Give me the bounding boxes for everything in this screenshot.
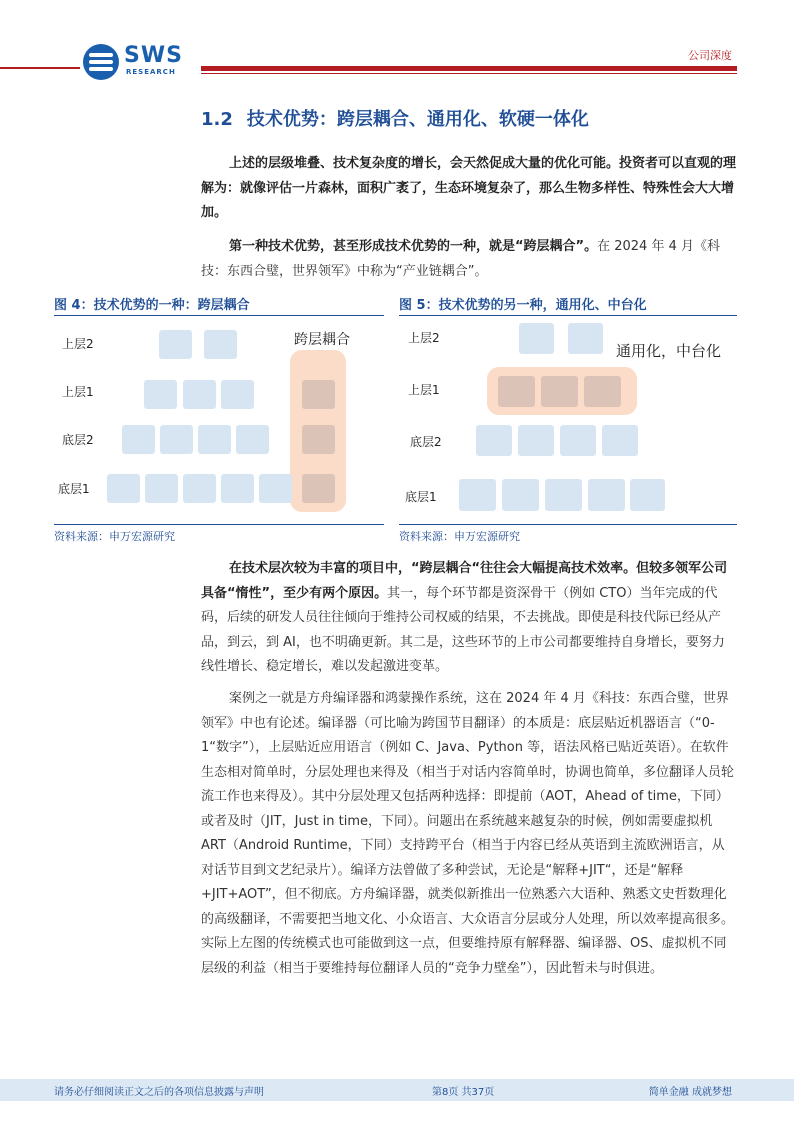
- figure-4-source: 资料来源：申万宏源研究: [54, 530, 175, 543]
- fig4-block-highlighted: [302, 425, 335, 454]
- footer-page-number: 第8页 共37页: [432, 1087, 495, 1098]
- fig5-block: [519, 323, 554, 354]
- section-number: 1.2: [201, 109, 233, 130]
- fig4-block: [183, 474, 216, 503]
- fig4-highlight-label: 跨层耦合: [294, 332, 350, 348]
- fig4-block: [144, 380, 177, 409]
- paragraph-1-text: 上述的层级堆叠、技术复杂度的增长，会天然促成大量的优化可能。投资者可以直观的理解为：就像评估一片森林，面积广袤了，生态环境复杂了，那么生物多样性、特殊性会大大增加。: [201, 156, 737, 220]
- fig5-layer-label: 底层2: [410, 435, 442, 449]
- paragraph-3-bold: 在技术层次较为丰富的项目中，“跨层耦合“往往会大幅提高技术效率。但较多领军公司具备“惰性”，至少有两个原因。: [201, 561, 728, 601]
- fig4-block: [160, 425, 193, 454]
- figure-4-bottom-rule: [54, 524, 384, 525]
- fig5-layer-label: 底层1: [405, 490, 437, 504]
- section-title: 技术优势：跨层耦合、通用化、软硬一体化: [246, 109, 589, 130]
- fig4-block: [183, 380, 216, 409]
- header-rule-thin: [201, 73, 737, 74]
- figure-5-bottom-rule: [399, 524, 737, 525]
- fig4-block-highlighted: [302, 474, 335, 503]
- fig4-block: [221, 380, 254, 409]
- fig4-block: [145, 474, 178, 503]
- paragraph-4: [201, 687, 736, 981]
- paragraph-3: [201, 557, 736, 680]
- fig5-block-highlighted: [541, 376, 578, 407]
- paragraph-4-text: 案例之一就是方舟编译器和鸿蒙操作系统，这在 2024 年 4 月《科技：东西合璧，世界领军》中也有论述。编译器（可比喻为跨国节目翻译）的本质是：底层贴近机器语言（“0-1“数字”），上层贴近应用语言（例如 C、Java、Python 等，语法风格已贴近英语）。在软件生态相对简单时，分层处理也来得及（相当于对话内容简单时，协调也简单，多位翻译人员轮流工作也来得及）。其中分层处理又包括两种选择：即提前（AOT，Ahead of time，下同）或者及时（JIT，Just in time，下同）。问题出在系统越来越复杂的时候，例如需要虚拟机 ART（Android Runtime，下同）支持跨平台（相当于内容已经从英语到主流欧洲语言，从对话节目到文艺纪录片）。编译方法曾做了多种尝试，无论是“解释+JIT“，还是“解释+JIT+AOT”，但不彻底。方舟编译器，就类似新推出一位熟悉六大语种、熟悉文史哲数理化的高级翻译，不需要把当地文化、小众语言、大众语言分层或分人处理，所以效率提高很多。实际上左图的传统模式也可能做到这一点，但要维持原有解释器、编译器、OS、虚拟机不同层级的利益（相当于要维持每位翻译人员的“竞争力壁垒”），因此暂未与时俱进。: [201, 691, 735, 976]
- logo-text: SWS: [124, 43, 183, 68]
- paragraph-2-text: 在 2024 年 4 月《科技：东西合璧，世界领军》中称为“产业链耦合”。: [201, 239, 720, 279]
- fig5-block: [588, 479, 625, 511]
- fig5-block: [568, 323, 603, 354]
- fig5-block: [518, 425, 554, 456]
- fig4-block: [236, 425, 269, 454]
- logo-subtext: RESEARCH: [126, 68, 176, 76]
- fig5-block: [502, 479, 539, 511]
- fig5-highlight-label: 通用化，中台化: [616, 342, 722, 360]
- header-rule-left: [0, 67, 80, 69]
- fig5-block: [630, 479, 665, 511]
- fig5-layer-label: 上层1: [408, 383, 440, 397]
- fig5-block-highlighted: [584, 376, 621, 407]
- fig5-layer-label: 上层2: [408, 331, 440, 345]
- paragraph-2: [201, 235, 736, 284]
- fig5-block: [545, 479, 582, 511]
- section-heading: [201, 106, 589, 134]
- paragraph-2-bold: 第一种技术优势，甚至形成技术优势的一种，就是“跨层耦合”。: [229, 239, 598, 254]
- sws-logo-icon: [83, 44, 119, 80]
- figure-5-title: 图 5：技术优势的另一种，通用化、中台化: [399, 298, 647, 313]
- figure-5-top-rule: [399, 315, 737, 316]
- fig4-block-highlighted: [302, 380, 335, 409]
- fig4-block: [122, 425, 155, 454]
- figure-4-title: 图 4：技术优势的一种：跨层耦合: [54, 298, 250, 313]
- fig4-layer-label: 底层1: [58, 482, 90, 496]
- fig5-block-highlighted: [498, 376, 535, 407]
- fig5-block: [476, 425, 512, 456]
- fig5-block: [459, 479, 496, 511]
- fig4-layer-label: 底层2: [62, 433, 94, 447]
- fig4-block: [198, 425, 231, 454]
- fig4-block: [159, 330, 192, 359]
- fig4-block: [107, 474, 140, 503]
- fig4-layer-label: 上层1: [62, 385, 94, 399]
- header-rule-thick: [201, 66, 737, 71]
- figure-5-source: 资料来源：申万宏源研究: [399, 530, 520, 543]
- report-type-label: 公司深度: [688, 49, 732, 62]
- fig4-layer-label: 上层2: [62, 337, 94, 351]
- paragraph-1: [201, 152, 736, 226]
- paragraph-3-text: 其一，每个环节都是资深骨干（例如 CTO）当年完成的代码，后续的研发人员往往倾向于维持公司权威的结果，不去挑战。即使是科技代际已经从产品，到云，到 AI，也不明确更新。其二是，这些环节的上市公司都要维持自身增长，要努力线性增长、稳定增长，难以发起激进变革。: [201, 585, 725, 674]
- footer-disclaimer: 请务必仔细阅读正文之后的各项信息披露与声明: [54, 1087, 264, 1098]
- figure-4-top-rule: [54, 315, 384, 316]
- fig4-block: [221, 474, 254, 503]
- fig5-block: [602, 425, 638, 456]
- footer-slogan: 简单金融 成就梦想: [648, 1087, 732, 1098]
- fig5-block: [560, 425, 596, 456]
- fig4-block: [259, 474, 292, 503]
- fig4-block: [204, 330, 237, 359]
